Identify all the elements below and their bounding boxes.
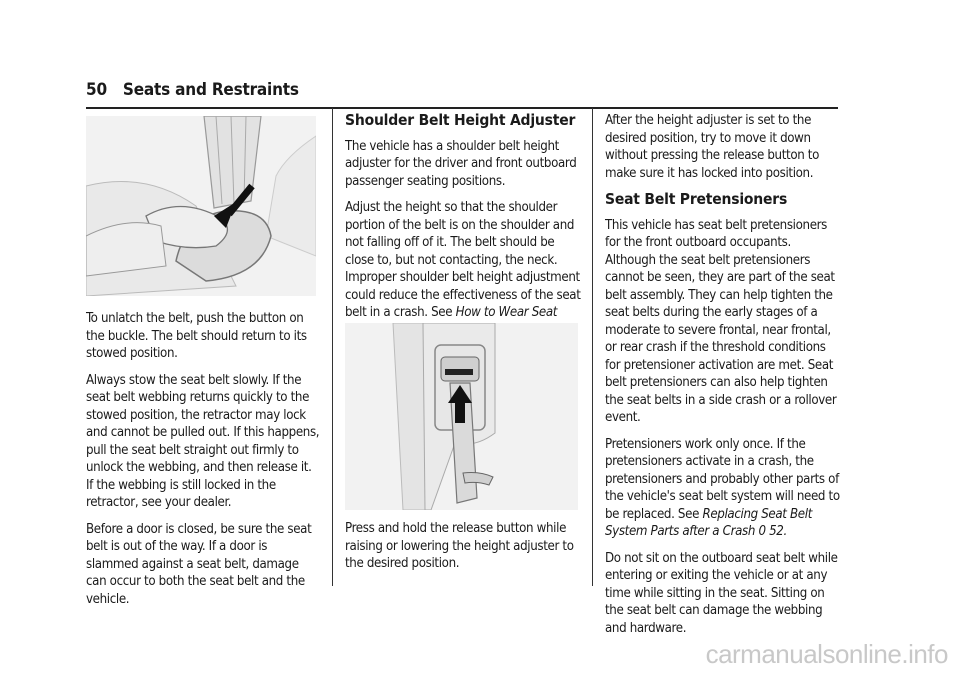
column-divider-2 bbox=[592, 108, 593, 586]
heading-shoulder-belt: Shoulder Belt Height Adjuster bbox=[345, 111, 576, 129]
height-adjuster-illustration bbox=[345, 323, 578, 510]
buckle-drawing bbox=[86, 116, 316, 296]
paragraph-stow: Always stow the seat belt slowly. If the seat belt webbing returns quickly to the stowed position, the retractor may lock and cannot be pulled out. If this happens, pull the seat belt straight out firmly to unlock the webbing, and then release it. If the webbing is still locked in the retractor, see your dealer. bbox=[86, 372, 320, 510]
adjuster-drawing bbox=[345, 323, 578, 510]
page-number: 50 bbox=[86, 80, 107, 100]
page-ref-symbol-2: 0 bbox=[758, 524, 766, 539]
paragraph-after-adjust: After the height adjuster is set to the desired position, try to move it down without pressing the release button to make sure it has locked into position. bbox=[605, 113, 820, 181]
paragraph-pretensioners: This vehicle has seat belt pretensioners for the front outboard occupants. Although the seat belt pretensioners cannot be seen, they are part of the seat belt assembly. They can help tighten the seat belts during the early stages of a moderate to severe frontal, near frontal, or rear crash if the threshold conditions for pretensioner activation are met. Seat belt pretensioners can also help tighten the seat belts in a side crash or a rollover event. bbox=[605, 217, 837, 425]
adjust-height-text: Adjust the height so that the shoulder portion of the belt is on the shoulder and not falling off of it. The belt should be close to, but not contacting, the neck. Improper shoulder belt height adjustment could reduce the effectiveness of the seat belt in a crash. See bbox=[345, 200, 581, 320]
buckle-illustration bbox=[86, 116, 316, 296]
page-header bbox=[86, 80, 299, 100]
header-rule bbox=[86, 107, 838, 109]
section-title: Seats and Restraints bbox=[122, 80, 299, 100]
cross-reference-replace[interactable]: Replacing Seat Belt System Parts after a Crash bbox=[605, 506, 812, 539]
paragraph-unlatch: To unlatch the belt, push the button on the buckle. The belt should return to its stowed position. bbox=[86, 311, 307, 361]
paragraph-do-not-sit: Do not sit on the outboard seat belt while entering or exiting the vehicle or at any time while sitting in the seat. Sitting on the seat belt can damage the webbing and hardware. bbox=[605, 550, 838, 636]
column-divider-1 bbox=[332, 108, 333, 586]
paragraph-press-hold: Press and hold the release button while raising or lowering the height adjuster to the desired position. bbox=[345, 521, 574, 571]
page-ref-52[interactable]: 52 bbox=[769, 524, 784, 539]
column-1 bbox=[86, 310, 320, 617]
paragraph-adjuster-intro: The vehicle has a shoulder belt height adjuster for the driver and front outboard passenger seating positions. bbox=[345, 138, 577, 189]
work-once-text: Pretensioners work only once. If the pretensioners activate in a crash, the pretensioners and probably other parts of the vehicle's seat belt system will need to be replaced. See bbox=[605, 436, 840, 522]
column-3 bbox=[605, 112, 841, 646]
watermark: carmanualsonline.info bbox=[705, 639, 948, 669]
column-2-lower bbox=[345, 520, 581, 582]
paragraph-door: Before a door is closed, be sure the seat belt is out of the way. If a door is slammed against a seat belt, damage can occur to both the seat belt and the vehicle. bbox=[86, 521, 312, 607]
cross-reference-wear[interactable]: How to Wear Seat bbox=[455, 305, 558, 320]
heading-pretensioners: Seat Belt Pretensioners bbox=[605, 190, 788, 208]
paragraph-work-once: Pretensioners work only once. If the pretensioners activate in a crash, the pretensioners and probably other parts of the vehicle's seat belt system will need to be replaced. See Replacing Seat Belt System Parts after a Crash 0 52. bbox=[605, 436, 840, 539]
